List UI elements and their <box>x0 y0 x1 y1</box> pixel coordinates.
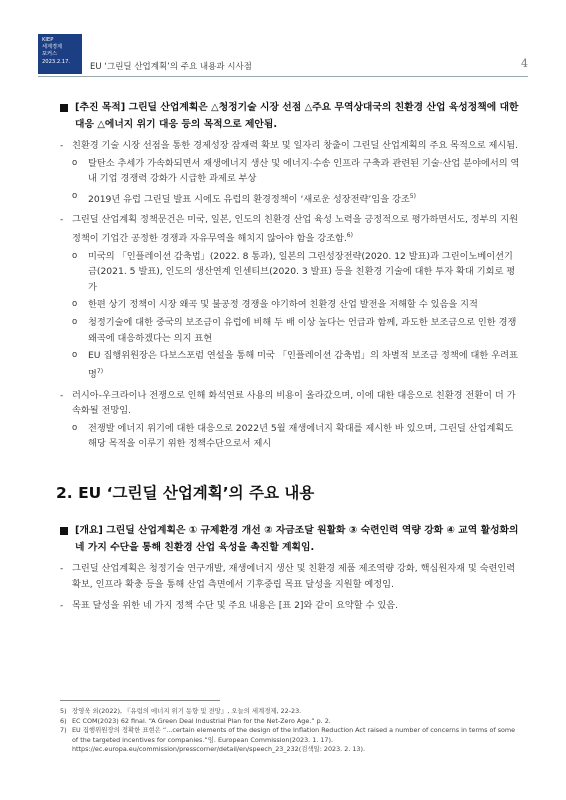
circle-bullet-icon: o <box>72 422 78 433</box>
square-bullet-icon <box>60 104 68 112</box>
circle-bullet-icon: o <box>72 190 78 201</box>
kiep-logo <box>38 34 82 74</box>
footnote-ref[interactable]: 7) <box>96 367 104 375</box>
section-heading: 2. EU ‘그린딜 산업계획’의 주요 내용 <box>56 483 315 502</box>
circle-bullet-icon: o <box>72 350 78 361</box>
list-item: - 그린딜 산업계획 정책문건은 미국, 일본, 인도의 친환경 산업 육성 노력을 긍정적으로 평가하면서도, 정부의 지원정책이 기업간 공정한 경쟁과 자유무역을 해치지 않아야 함을 강조함.$^{6)}$ <box>60 214 519 245</box>
list-item: - 러시아-우크라이나 전쟁으로 인해 화석연료 사용의 비용이 올라갔으며, 이에 대한 대응으로 친환경 전환이 더 가속화될 전망임. <box>60 389 516 417</box>
main-content <box>56 100 520 613</box>
page-number: 4 <box>521 57 528 70</box>
list-item: o 한편 상기 정책이 시장 왜곡 및 불공정 경쟁을 야기하여 친환경 산업 발전을 저해할 수 있음을 지적 <box>60 297 520 313</box>
list-item: o 미국의 「인플레이션 감축법」(2022. 8 통과), 일본의 그린성장전략(2020. 12 발표)과 그린이노베이션기금(2021. 5 발표), 인도의 생산연계 인센티브(2020. 3 발표) 등을 친환경 기술에 대한 투자 확대 기회로 평가 <box>72 250 516 293</box>
section1-bullet: [추진 목적] 그린딜 산업계획은 △청정기술 시장 선점 △주요 무역상대국의 친환경 산업 육성정책에 대한 대응 △에너지 위기 대응 등의 목적으로 제안됨. <box>60 100 520 133</box>
circle-bullet-icon: o <box>72 317 78 328</box>
logo-line: 2023.2.17. <box>42 58 71 65</box>
footnote: 5) 장영욱 외(2022), 『유럽의 에너지 위기 동향 및 전망』, 오늘의 세계경제, 22-23. <box>60 707 302 715</box>
dash-marker: - <box>60 389 64 401</box>
dash-marker: - <box>60 140 64 151</box>
list-item: - 목표 달성을 위한 네 가지 정책 수단 및 주요 내용은 [표 2]와 같이 요약할 수 있음. <box>60 598 520 614</box>
footnote: 6) EC COM(2023) 62 final. “A Green Deal Industrial Plan for the Net-Zero Age.” p. 2. <box>60 716 331 725</box>
circle-bullet-icon: o <box>72 299 78 310</box>
list-item: o EU 집행위원장은 다보스포럼 연설을 통해 미국 「인플레이션 감축법」의 차별적 보조금 정책에 대한 우려표명$^{7)}$ <box>72 350 518 380</box>
list-item: o 청정기술에 대한 중국의 보조금이 유럽에 비해 두 배 이상 높다는 언급과 함께, 과도한 보조금으로 인한 경쟁 왜곡에 대응하겠다는 의지 표현 <box>72 317 517 344</box>
square-bullet-icon <box>60 527 68 535</box>
dash-marker: - <box>60 563 64 575</box>
dash-marker: - <box>60 214 64 226</box>
footnote-ref[interactable]: 6) <box>346 232 353 240</box>
list-item: - 그린딜 산업계획은 청정기술 연구개발, 재생에너지 생산 및 친환경 제품 제조역량 강화, 핵심원자재 및 숙련인력 확보, 인프라 확충 등을 통해 산업 측면에서 기후중립 목표 달성을 지원할 예정임. <box>60 563 516 591</box>
footnote-divider <box>60 700 220 701</box>
header-divider <box>38 76 528 77</box>
list-item: o 전쟁발 에너지 위기에 대한 대응으로 2022년 5월 재생에너지 확대를 제시한 바 있으며, 그린딜 산업계획도 해당 목적을 이루기 위한 정책수단으로서 제시 <box>72 422 514 450</box>
circle-bullet-icon: o <box>72 250 78 261</box>
section2-bullet: [개요] 그린딜 산업계획은 ① 규제환경 개선 ② 자금조달 원활화 ③ 숙련인력 역량 강화 ④ 교역 활성화의 네 가지 수단을 통해 친환경 산업 육성을 촉진할 계획임. <box>60 523 520 556</box>
list-item: o 탈탄소 추세가 가속화되면서 재생에너지 생산 및 에너지·수송 인프라 구축과 관련된 기술·산업 분야에서의 역내 기업 경쟁력 강화가 시급한 과제로 부상 <box>72 157 520 185</box>
footnotes <box>60 700 520 755</box>
list-item: o 2019년 유럽 그린딜 발표 시에도 유럽의 환경정책이 ‘새로운 성장전략’임을 강조$^{5)}$ <box>72 190 416 205</box>
logo-line: 포커스 <box>42 51 58 58</box>
circle-bullet-icon: o <box>72 157 78 168</box>
logo-line: 세계경제 <box>42 44 63 51</box>
running-header-title: EU ‘그린딜 산업계획’의 주요 내용과 시사점 <box>90 62 252 72</box>
list-item: - 친환경 기술 시장 선점을 통한 경제성장 잠재력 확보 및 일자리 창출이 그린딜 산업계획의 주요 목적으로 제시됨. <box>60 138 520 154</box>
footnote-ref[interactable]: 5) <box>409 192 416 200</box>
dash-marker: - <box>60 599 64 611</box>
footnote: 7) EU 집행위원장의 정확한 표현은 “...certain elements of the design of the Inflation Reduction Act raised a number of concerns in terms of some of the targeted incentives for companies.”임. European Commission(2023. 1. 17). https://ec.europa.eu/commission/presscorner/detail/en/speech_23_232(검색일: 2023. 2. 13). <box>60 726 516 754</box>
logo-line: KIEP <box>42 37 54 43</box>
